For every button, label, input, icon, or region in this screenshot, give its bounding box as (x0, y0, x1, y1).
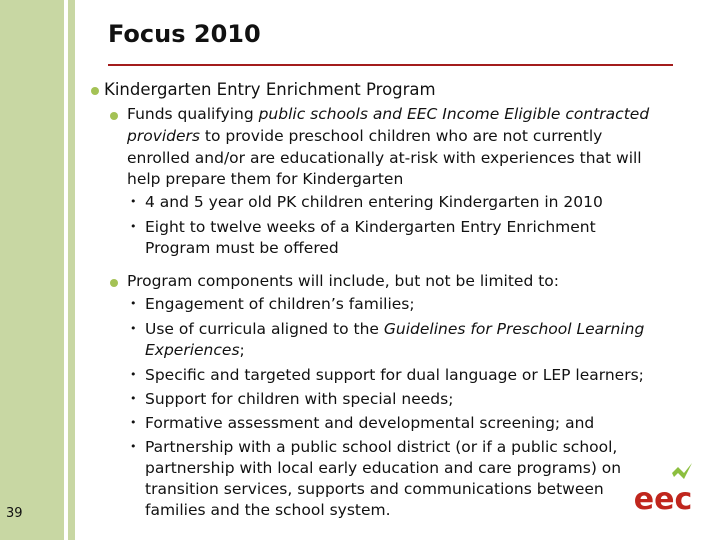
sub-bullet-icon: • (130, 195, 137, 208)
funding-line-1: Funds qualifying public schools and EEC Income Eligible contracted (127, 105, 650, 123)
sub-bullet-icon: • (130, 368, 137, 381)
funding-sub-1: 4 and 5 year old PK children entering Kindergarten in 2010 (145, 193, 603, 211)
sub-bullet-icon: • (130, 220, 137, 233)
component-item: Use of curricula aligned to the Guidelines for Preschool Learning (145, 320, 645, 338)
sub-bullet-icon: • (130, 297, 137, 310)
logo-text: eec (633, 482, 693, 517)
bullet-icon (110, 279, 118, 287)
component-item: Engagement of children’s families; (145, 295, 415, 313)
slide-title: Focus 2010 (108, 20, 261, 48)
funding-line-2: providers to provide preschool children who are not currently (127, 127, 603, 145)
component-item: Formative assessment and developmental screening; and (145, 414, 595, 432)
sub-bullet-icon: • (130, 322, 137, 335)
sidebar-stripe (64, 0, 68, 540)
title-underline (108, 64, 673, 66)
component-item: Support for children with special needs; (145, 390, 454, 408)
component-item-cont: partnership with local early education and care programs) on (145, 459, 622, 477)
slide-number: 39 (6, 506, 23, 521)
component-item: Specific and targeted support for dual language or LEP learners; (145, 366, 644, 384)
funding-line-4: help prepare them for Kindergarten (127, 170, 404, 188)
component-item-cont: transition services, supports and communications between (145, 480, 604, 498)
funding-line-3: enrolled and/or are educationally at-risk with experiences that will (127, 149, 642, 167)
sub-bullet-icon: • (130, 416, 137, 429)
components-intro: Program components will include, but not be limited to: (127, 272, 560, 290)
component-item-cont: Experiences; (145, 341, 245, 359)
bullet-icon (91, 87, 99, 95)
logo-accent (672, 463, 692, 479)
sidebar-decoration (0, 0, 75, 540)
funding-sub-2b: Program must be offered (145, 239, 339, 257)
sub-bullet-icon: • (130, 392, 137, 405)
eec-logo (632, 463, 694, 521)
component-item: Partnership with a public school district (or if a public school, (145, 438, 618, 456)
component-item-cont: families and the school system. (145, 501, 391, 519)
program-heading: Kindergarten Entry Enrichment Program (104, 80, 436, 99)
bullet-icon (110, 112, 118, 120)
funding-sub-2a: Eight to twelve weeks of a Kindergarten Entry Enrichment (145, 218, 596, 236)
sub-bullet-icon: • (130, 440, 137, 453)
